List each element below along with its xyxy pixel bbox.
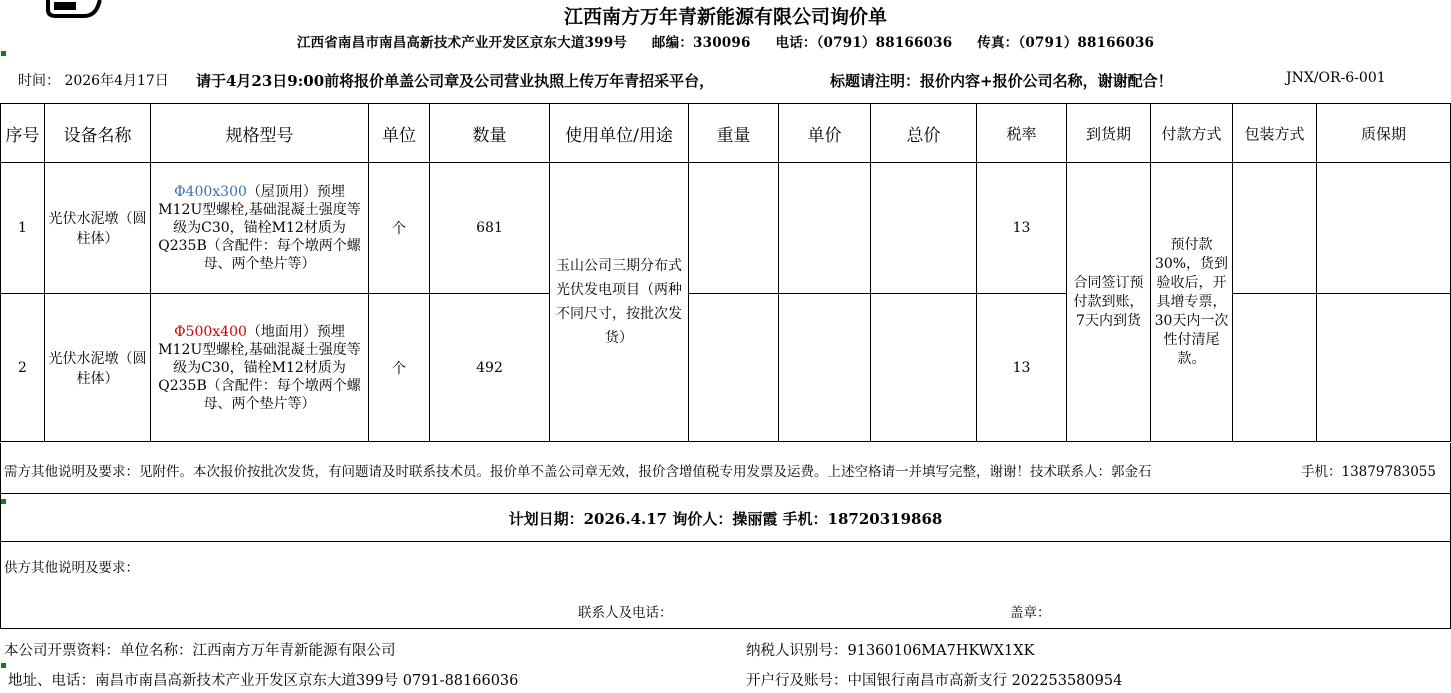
supplier-requirements: 供方其他说明及要求：	[4, 560, 139, 576]
spec-detail: （屋顶用）预埋M12U型螺栓,基础混凝土强度等级为C30，锚栓M12材质为Q235B（含配件：每个墩两个螺母、两个垫片等）	[158, 184, 361, 272]
unit-cell: 个	[369, 163, 430, 294]
quantity-cell: 492	[430, 294, 550, 442]
spec-cell	[151, 163, 369, 294]
col-header: 规格型号	[151, 104, 369, 163]
tax-rate-cell: 13	[977, 294, 1067, 442]
divider-line	[0, 628, 1451, 629]
delivery-cell: 合同签订预付款到账，7天内到货	[1067, 163, 1151, 442]
col-header: 付款方式	[1151, 104, 1233, 163]
usage-cell: 玉山公司三期分布式光伏发电项目（两种不同尺寸，按批次发货）	[550, 163, 689, 442]
document-code: JNX/OR-6-001	[1286, 70, 1386, 86]
spec-cell	[151, 294, 369, 442]
spec-size: Φ500x400	[174, 323, 247, 340]
col-header: 单价	[779, 104, 871, 163]
company-contact-line	[0, 31, 1451, 51]
packaging-cell[interactable]	[1233, 163, 1317, 294]
subject-note: 标题请注明：报价内容+报价公司名称，谢谢配合！	[830, 72, 1173, 90]
company-postcode: 邮编：330096	[651, 35, 751, 51]
table-row	[1, 163, 1451, 294]
plan-info: 计划日期：2026.4.17 询价人：操丽霞 手机：18720319868	[508, 510, 943, 528]
seal-field-label: 盖章：	[1010, 605, 1051, 621]
equipment-name: 光伏水泥墩（圆柱体）	[45, 163, 151, 294]
col-header: 税率	[977, 104, 1067, 163]
cell-marker	[1, 663, 6, 668]
quantity-cell: 681	[430, 163, 550, 294]
col-header: 包装方式	[1233, 104, 1317, 163]
weight-cell[interactable]	[689, 294, 779, 442]
unit-price-cell[interactable]	[779, 163, 871, 294]
total-price-cell[interactable]	[871, 163, 977, 294]
unit-cell: 个	[369, 294, 430, 442]
taxpayer-id: 纳税人识别号：91360106MA7HKWX1XK	[746, 643, 1035, 659]
buyer-requirements: 需方其他说明及要求：见附件。本次报价按批次发货，有问题请及时联系技术员。报价单不盖公司章无效，报价含增值税专用发票及运费。上述空格请一并填写完整，谢谢！技术联系人：郭金石	[4, 464, 1152, 480]
table-row	[1, 294, 1451, 442]
bank-account: 开户行及账号：中国银行南昌市高新支行 202253580954	[746, 673, 1123, 689]
warranty-cell[interactable]	[1317, 294, 1451, 442]
divider-line	[0, 541, 1451, 542]
billing-address-phone: 地址、电话：南昌市南昌高新技术产业开发区京东大道399号 0791-88166036	[8, 673, 519, 689]
divider-line	[0, 493, 1451, 494]
inquiry-table	[0, 103, 1451, 442]
col-header: 数量	[430, 104, 550, 163]
packaging-cell[interactable]	[1233, 294, 1317, 442]
billing-info: 本公司开票资料：单位名称：江西南方万年青新能源有限公司	[4, 643, 396, 659]
row-number: 1	[1, 163, 45, 294]
deadline-note: 请于4月23日9:00前将报价单盖公司章及公司营业执照上传万年青招采平台，	[196, 72, 715, 90]
table-header-row	[1, 104, 1451, 163]
col-header: 重量	[689, 104, 779, 163]
spec-size: Φ400x300	[174, 184, 247, 200]
col-header: 到货期	[1067, 104, 1151, 163]
unit-price-cell[interactable]	[779, 294, 871, 442]
cell-marker	[1, 499, 6, 504]
col-header: 设备名称	[45, 104, 151, 163]
col-header: 使用单位/用途	[550, 104, 689, 163]
tax-rate-cell: 13	[977, 163, 1067, 294]
equipment-name: 光伏水泥墩（圆柱体）	[45, 294, 151, 442]
row-number: 2	[1, 294, 45, 442]
warranty-cell[interactable]	[1317, 163, 1451, 294]
tech-contact-phone: 手机：13879783055	[1301, 464, 1436, 480]
page-title: 江西南方万年青新能源有限公司询价单	[563, 6, 887, 28]
total-price-cell[interactable]	[871, 294, 977, 442]
weight-cell[interactable]	[689, 163, 779, 294]
col-header: 总价	[871, 104, 977, 163]
company-address: 江西省南昌市南昌高新技术产业开发区京东大道399号	[296, 35, 628, 51]
cell-marker	[1, 51, 6, 56]
col-header: 质保期	[1317, 104, 1451, 163]
spec-detail: （地面用）预埋M12U型螺栓,基础混凝土强度等级为C30，锚栓M12材质为Q235B（含配件：每个墩两个螺母、两个垫片等）	[158, 323, 361, 412]
col-header: 单位	[369, 104, 430, 163]
col-header: 序号	[1, 104, 45, 163]
company-phone: 电话：（0791）88166036	[775, 35, 953, 51]
box-border-left	[0, 443, 1, 629]
payment-cell: 预付款30%，货到验收后，开具增专票，30天内一次性付清尾款。	[1151, 163, 1233, 442]
company-fax: 传真：（0791）88166036	[977, 35, 1155, 51]
inquiry-date: 时间： 2026年4月17日	[18, 73, 169, 89]
contact-field-label: 联系人及电话：	[578, 605, 673, 621]
